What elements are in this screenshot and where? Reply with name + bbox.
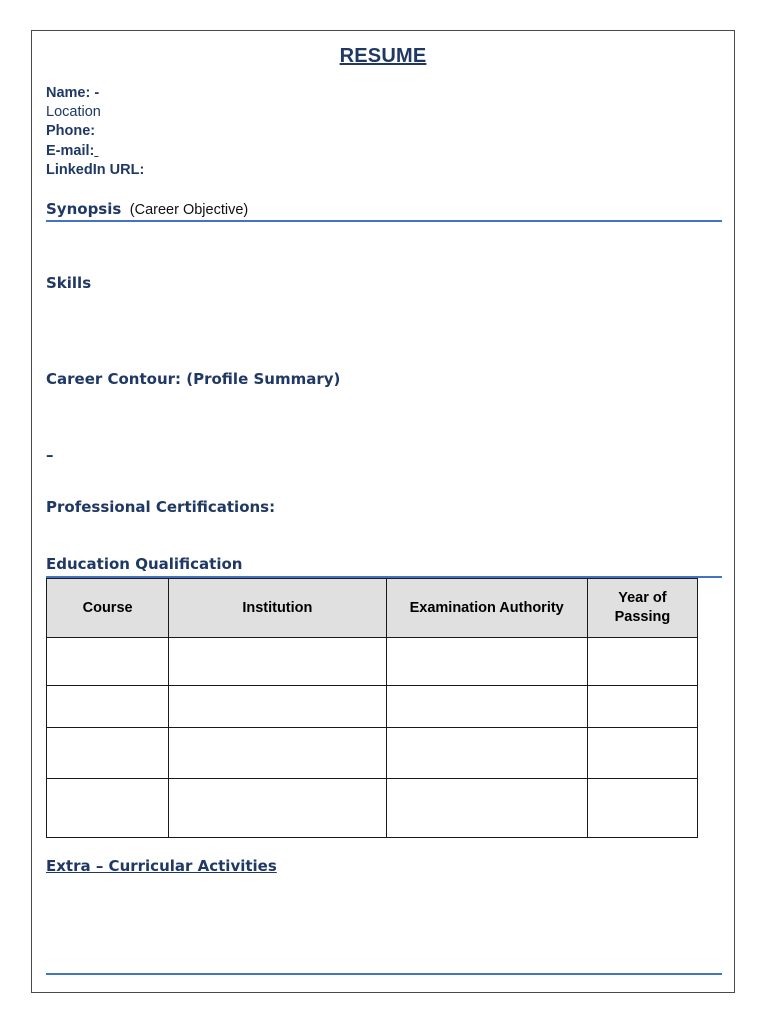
header-institution: Institution <box>169 579 386 638</box>
location-field: Location <box>46 104 101 120</box>
table-cell <box>169 638 386 686</box>
page-title: RESUME <box>339 45 427 67</box>
table-cell <box>386 686 587 728</box>
skills-heading: Skills <box>46 274 92 292</box>
footer-divider <box>46 973 722 975</box>
education-heading: Education Qualification <box>46 555 243 573</box>
career-contour-heading: Career Contour: (Profile Summary) <box>46 370 341 388</box>
table-cell <box>386 638 587 686</box>
table-row <box>47 638 698 686</box>
header-examination-authority: Examination Authority <box>386 579 587 638</box>
phone-field: Phone: <box>46 123 96 139</box>
table-cell <box>587 638 697 686</box>
synopsis-divider <box>46 220 722 222</box>
table-cell <box>47 686 169 728</box>
linkedin-field: LinkedIn URL: <box>46 162 145 178</box>
table-cell <box>169 728 386 779</box>
synopsis-label: Synopsis <box>46 200 122 218</box>
dash-marker: – <box>46 446 54 464</box>
certifications-heading: Professional Certifications: <box>46 498 276 516</box>
email-field <box>46 143 98 159</box>
extra-curricular-heading: Extra – Curricular Activities <box>46 857 277 875</box>
table-row <box>47 728 698 779</box>
synopsis-hint: (Career Objective) <box>129 202 249 218</box>
header-year-of-passing: Year of Passing <box>587 579 697 638</box>
table-cell <box>587 686 697 728</box>
table-cell <box>386 728 587 779</box>
table-cell <box>587 779 697 838</box>
table-cell <box>169 779 386 838</box>
education-table <box>46 578 698 838</box>
table-header-row <box>47 579 698 638</box>
table-cell <box>47 779 169 838</box>
name-field: Name: - <box>46 85 100 101</box>
email-label: E-mail: <box>46 143 95 159</box>
table-row <box>47 686 698 728</box>
table-cell <box>386 779 587 838</box>
header-course: Course <box>47 579 169 638</box>
synopsis-heading <box>46 200 248 219</box>
resume-page <box>31 30 735 993</box>
table-cell <box>169 686 386 728</box>
table-cell <box>587 728 697 779</box>
table-row <box>47 779 698 838</box>
email-value <box>94 143 98 159</box>
table-cell <box>47 638 169 686</box>
table-cell <box>47 728 169 779</box>
